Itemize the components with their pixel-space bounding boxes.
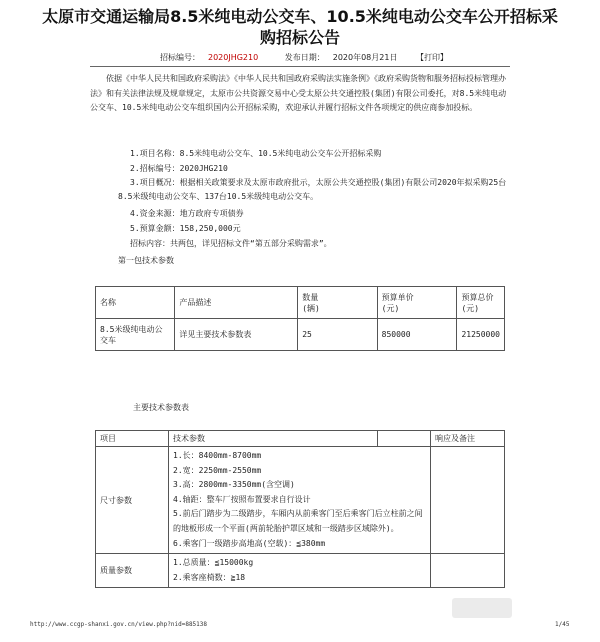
footer-url[interactable]: http://www.ccgp-shanxi.gov.cn/view.php?nid=885138 (30, 621, 208, 628)
spec-params-size (169, 447, 431, 554)
spec-response-mass (431, 554, 505, 588)
package-table-row (96, 319, 505, 351)
spec-header-blank (378, 431, 431, 447)
spec-line: 2.宽：2250mm-2550mm (173, 465, 262, 475)
spec-header-params: 技术参数 (169, 431, 378, 447)
code-value: 2020JHG210 (207, 53, 259, 62)
header-description: 产品描述 (175, 287, 298, 319)
spec-item-size: 尺寸参数 (96, 447, 169, 554)
watermark-logo (452, 598, 512, 618)
item-content: 招标内容：共两包，详见招标文件“第五部分采购需求”。 (130, 239, 332, 248)
footer-page-number: 1/45 (555, 621, 570, 628)
spec-header-response: 响应及备注 (431, 431, 505, 447)
code-label: 招标编号： (159, 53, 200, 62)
spec-table-header (96, 431, 505, 447)
cell-quantity: 25 (298, 319, 377, 351)
spec-line: 6.乘客门一级踏步高地高(空载)：≦380mm (173, 538, 326, 548)
item-overview: 3.项目概况：根据相关政策要求及太原市政府批示，太原公共交通控股(集团)有限公司2020年拟采购25台8.5米级纯电动公交车、137台10.5米级纯电动公交车。 (118, 178, 507, 201)
spec-row-mass (96, 554, 505, 588)
spec-line: 1.总质量：≦15000kg (173, 558, 254, 568)
spec-header-item: 项目 (96, 431, 169, 447)
spec-table (95, 430, 505, 588)
cell-unit-price: 850000 (377, 319, 457, 351)
item-budget: 5.预算金额：158,250,000元 (130, 224, 241, 233)
package-table (95, 286, 505, 351)
date-label: 发布日期： (284, 53, 325, 62)
spec-response-size (431, 447, 505, 554)
intro-paragraph: 依据《中华人民共和国政府采购法》《中华人民共和国政府采购法实施条例》《政府采购货物和服务招标投标管理办法》和有关法律法规及规章规定，太原市公共资源交易中心受太原公共交通控股(集团)有限公司委托，对8.5米纯电动公交车、10.5米纯电动公交车组织国内公开招标采购，欢迎承认并履行招标文件各项规定的供应商参加投标。 (90, 74, 507, 112)
package-table-header (96, 287, 505, 319)
header-name: 名称 (96, 287, 175, 319)
title-divider (90, 66, 510, 67)
announcement-title (20, 6, 580, 48)
spec-line: 3.高：2800mm-3350mm(含空调) (173, 480, 295, 490)
spec-line: 1.长：8400mm-8700mm (173, 451, 262, 460)
header-unit-price: 预算单价 (元) (377, 287, 457, 319)
package-one-heading: 第一包技术参数 (118, 256, 174, 265)
item-fund-source: 4.资金来源：地方政府专项债券 (130, 209, 244, 218)
title-line-1: 太原市交通运输局8.5米纯电动公交车、10.5米纯电动公交车公开招标采 (42, 7, 558, 26)
spec-table-title: 主要技术参数表 (133, 403, 189, 412)
cell-description: 详见主要技术参数表 (175, 319, 298, 351)
item-tender-code: 2.招标编号：2020JHG210 (130, 164, 228, 173)
item-project-name: 1.项目名称：8.5米纯电动公交车、10.5米纯电动公交车公开招标采购 (130, 149, 382, 158)
date-value: 2020年08月21日 (332, 53, 398, 62)
spec-row-size (96, 447, 505, 554)
cell-name: 8.5米级纯电动公交车 (96, 319, 175, 351)
print-link[interactable]: 【打印】 (416, 53, 448, 62)
spec-line: 5.前后门踏步为二级踏步，车厢内从前乘客门至后乘客门后立柱前之间的地板形成一个平面(两前轮胎护罩区域和一级踏步区域除外)。 (173, 509, 423, 533)
title-line-2: 购招标公告 (259, 28, 340, 47)
spec-item-mass: 质量参数 (96, 554, 169, 588)
announcement-meta (0, 52, 600, 63)
cell-total-price: 21250000 (457, 319, 505, 351)
header-quantity: 数量 (辆) (298, 287, 377, 319)
header-total-price: 预算总价 (元) (457, 287, 505, 319)
spec-line: 2.乘客座椅数：≧18 (173, 572, 246, 582)
spec-line: 4.轴距：整车厂按照布置要求自行设计 (173, 494, 311, 504)
spec-params-mass (169, 554, 431, 588)
